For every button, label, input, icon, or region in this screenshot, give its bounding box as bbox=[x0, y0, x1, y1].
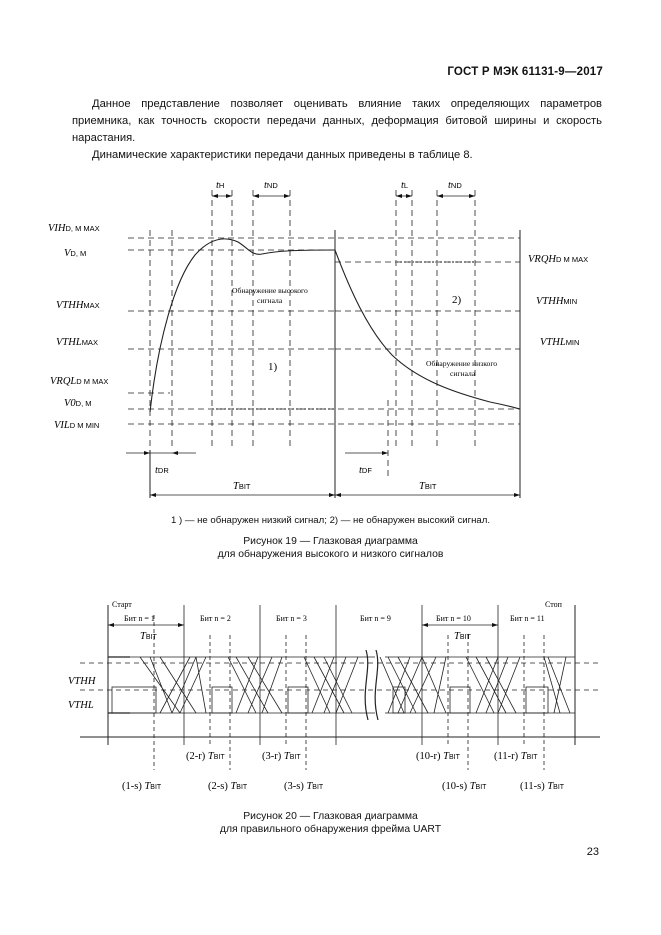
low-detect-text-2: сигнала bbox=[450, 369, 476, 378]
label-th: tH bbox=[216, 180, 225, 191]
label-vthh-min: VTHHMIN bbox=[536, 296, 578, 307]
label-tnd-low: tND bbox=[448, 180, 462, 191]
mark-2: 2) bbox=[452, 294, 462, 306]
figure-19-note: 1 ) — не обнаружен низкий сигнал; 2) — не обнаружен высокий сигнал. bbox=[170, 515, 491, 526]
label-bit-9: Бит n = 9 bbox=[360, 614, 391, 623]
figure-19-caption-2: для обнаружения высокого и низкого сигналов bbox=[217, 549, 444, 560]
high-detect-text-1: Обнаружение высокого bbox=[232, 286, 308, 295]
figure-20-caption-1: Рисунок 20 — Глазковая диаграмма bbox=[243, 811, 418, 822]
figure-19-caption-1: Рисунок 19 — Глазковая диаграмма bbox=[243, 536, 418, 547]
rising-signal-curve bbox=[150, 239, 335, 412]
low-detect-text-1: Обнаружение низкого bbox=[426, 359, 498, 368]
label-2r: (2-r) TBIT bbox=[186, 751, 225, 762]
label-bit-3: Бит n = 3 bbox=[276, 614, 307, 623]
label-10s: (10-s) TBIT bbox=[442, 781, 487, 792]
label-vd: VD, M bbox=[64, 248, 87, 259]
label-vthh-max: VTHHMAX bbox=[56, 300, 100, 311]
page-number: 23 bbox=[586, 846, 599, 858]
label-tdf: tDF bbox=[359, 465, 372, 476]
paragraph-2: Динамические характеристики передачи данных приведены в таблице 8. bbox=[92, 149, 473, 161]
label-tbit-2: TBIT bbox=[419, 481, 437, 492]
label-bit-1: Бит n = 1 bbox=[124, 614, 155, 623]
label-10r: (10-r) TBIT bbox=[416, 751, 460, 762]
figure-19-eye-diagram bbox=[0, 150, 661, 520]
label-3r: (3-r) TBIT bbox=[262, 751, 301, 762]
label-3s: (3-s) TBIT bbox=[284, 781, 324, 792]
label-tnd-high: tND bbox=[264, 180, 278, 191]
high-detect-text-2: сигнала bbox=[257, 296, 283, 305]
label-11r: (11-r) TBIT bbox=[494, 751, 538, 762]
label-start: Старт bbox=[112, 600, 132, 609]
paragraph-1: Данное представление позволяет оценивать влияние таких определяющих параметров приемника, как точность скорости передачи данных, деформация битовой ширины и скорость нарастания. bbox=[72, 98, 602, 144]
figure-20-uart-eye-diagram bbox=[0, 595, 661, 805]
label-tl: tL bbox=[401, 180, 409, 191]
label-1s: (1-s) TBIT bbox=[122, 781, 162, 792]
label-vthl-min: VTHLMIN bbox=[540, 337, 580, 348]
label-v0: V0D, M bbox=[64, 398, 92, 409]
label-vil: VILD M MIN bbox=[54, 420, 100, 431]
falling-signal-curve bbox=[335, 250, 520, 409]
label-tbit-a: TBIT bbox=[140, 631, 157, 642]
label-vrql: VRQLD M MAX bbox=[50, 376, 109, 387]
figure-20-caption-2: для правильного обнаружения фрейма UART bbox=[219, 824, 442, 835]
label-11s: (11-s) TBIT bbox=[520, 781, 565, 792]
label-stop: Стоп bbox=[545, 600, 562, 609]
document-header: ГОСТ Р МЭК 61131-9—2017 bbox=[447, 66, 603, 78]
label-vrqh: VRQHD M MAX bbox=[528, 254, 589, 265]
label-vthl: VTHL bbox=[68, 700, 94, 711]
label-tbit-1: TBIT bbox=[233, 481, 251, 492]
label-vthh: VTHH bbox=[68, 676, 96, 687]
label-vthl-max: VTHLMAX bbox=[56, 337, 98, 348]
label-tdr: tDR bbox=[155, 465, 169, 476]
label-bit-10: Бит n = 10 bbox=[436, 614, 471, 623]
label-bit-2: Бит n = 2 bbox=[200, 614, 231, 623]
label-2s: (2-s) TBIT bbox=[208, 781, 248, 792]
label-tbit-b: TBIT bbox=[454, 631, 471, 642]
label-vih: VIHD, M MAX bbox=[48, 223, 100, 234]
label-bit-11: Бит n = 11 bbox=[510, 614, 545, 623]
mark-1: 1) bbox=[268, 361, 278, 373]
